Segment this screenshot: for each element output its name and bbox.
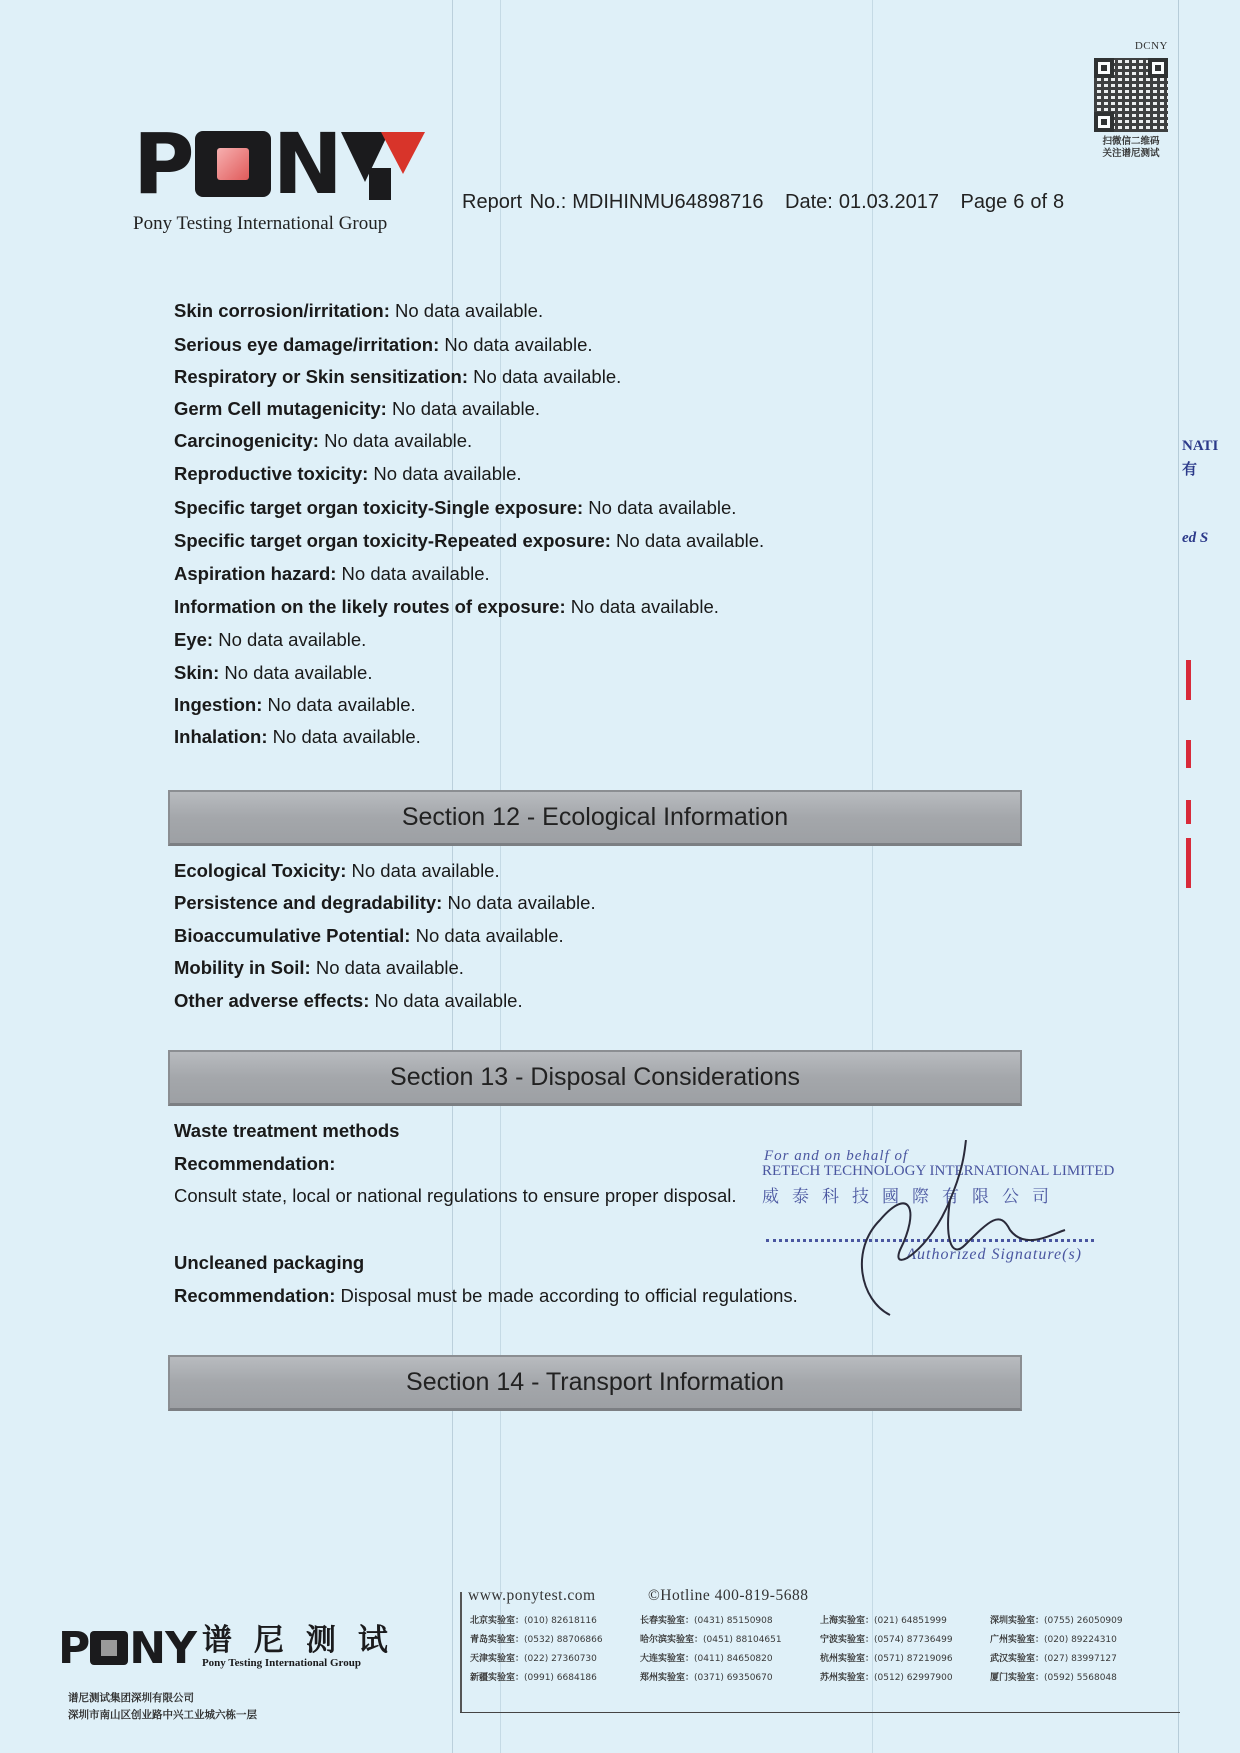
field-carcinogenicity: Carcinogenicity: No data available. xyxy=(174,430,473,451)
footer-brand-cn: 谱尼测试 xyxy=(201,1623,410,1658)
footer-logo-o-mark xyxy=(90,1631,128,1665)
field-respiratory-sensitization: Respiratory or Skin sensitization: No data available. xyxy=(174,366,622,387)
logo-y-mark xyxy=(341,128,421,200)
footer-website-link[interactable]: www.ponytest.com xyxy=(468,1587,596,1604)
edge-bleed-text: ed S xyxy=(1182,530,1209,546)
field-persistence-degradability: Persistence and degradability: No data available. xyxy=(174,892,596,913)
lab-contact: 广州实验室：(020) 89224310 xyxy=(990,1635,1117,1645)
field-germ-cell-mutagenicity: Germ Cell mutagenicity: No data available. xyxy=(174,398,541,419)
section-title: Section 14 - Transport Information xyxy=(406,1368,784,1396)
footer-hotline: ©Hotline 400-819-5688 xyxy=(648,1587,809,1604)
lab-contact: 北京实验室：(010) 82618116 xyxy=(470,1616,597,1626)
edge-red-mark xyxy=(1186,800,1191,824)
field-inhalation: Inhalation: No data available. xyxy=(174,726,421,747)
signature-icon xyxy=(850,1140,1070,1320)
field-eye: Eye: No data available. xyxy=(174,629,367,650)
report-no: Report No.: MDIHINMU64898716 xyxy=(462,191,764,213)
lab-contact: 武汉实验室：(027) 83997127 xyxy=(990,1654,1117,1664)
uncleaned-packaging-heading: Uncleaned packaging xyxy=(174,1252,365,1273)
lab-contact: 哈尔滨实验室：(0451) 88104651 xyxy=(640,1635,782,1645)
edge-red-mark xyxy=(1186,740,1191,768)
lab-contact: 长春实验室：(0431) 85150908 xyxy=(640,1616,773,1626)
field-ecological-toxicity: Ecological Toxicity: No data available. xyxy=(174,860,500,881)
waste-recommendation-label: Recommendation: xyxy=(174,1153,336,1174)
edge-red-mark xyxy=(1186,660,1191,700)
field-other-adverse-effects: Other adverse effects: No data available. xyxy=(174,990,523,1011)
field-skin: Skin: No data available. xyxy=(174,662,373,683)
field-mobility-in-soil: Mobility in Soil: No data available. xyxy=(174,957,464,978)
section-title: Section 12 - Ecological Information xyxy=(401,803,789,831)
section-title: Section 13 - Disposal Considerations xyxy=(390,1063,800,1091)
field-ingestion: Ingestion: No data available. xyxy=(174,694,416,715)
footer-address xyxy=(68,1690,257,1724)
lab-contact: 新疆实验室：(0991) 6684186 xyxy=(470,1673,597,1683)
lab-contact: 天津实验室：(022) 27360730 xyxy=(470,1654,597,1664)
edge-red-mark xyxy=(1186,838,1191,888)
pony-logo-wordmark: P N xyxy=(133,128,421,200)
footer-divider xyxy=(460,1592,462,1712)
qr-caption: 扫微信二维码 关注谱尼测试 xyxy=(1102,136,1160,159)
qr-code-icon xyxy=(1094,58,1168,132)
qr-block xyxy=(1090,40,1172,160)
edge-bleed-text: 有 xyxy=(1182,462,1198,478)
footer-brand-en: Pony Testing International Group xyxy=(201,1657,361,1669)
waste-treatment-heading: Waste treatment methods xyxy=(174,1120,400,1141)
field-skin-corrosion: Skin corrosion/irritation: No data available. xyxy=(174,300,544,321)
stamp-company: RETECH TECHNOLOGY INTERNATIONAL LIMITED xyxy=(762,1163,1115,1179)
field-stot-repeated: Specific target organ toxicity-Repeated exposure: No data available. xyxy=(174,530,765,551)
field-serious-eye-damage: Serious eye damage/irritation: No data available. xyxy=(174,334,593,355)
edge-bleed-text: NATI xyxy=(1182,438,1219,454)
authorized-signature-label: Authorized Signature(s) xyxy=(906,1246,1082,1263)
report-date: Date: 01.03.2017 xyxy=(785,191,939,213)
field-bioaccumulative-potential: Bioaccumulative Potential: No data available. xyxy=(174,925,564,946)
footer-logo xyxy=(58,1623,410,1674)
lab-contact: 大连实验室：(0411) 84650820 xyxy=(640,1654,773,1664)
lab-contact: 深圳实验室：(0755) 26050909 xyxy=(990,1616,1123,1626)
lab-contact: 苏州实验室：(0512) 62997900 xyxy=(820,1673,953,1683)
lab-contact: 青岛实验室：(0532) 88706866 xyxy=(470,1635,603,1645)
lab-contact: 宁波实验室：(0574) 87736499 xyxy=(820,1635,953,1645)
footer-company-cn: 谱尼测试集团深圳有限公司 xyxy=(68,1692,194,1704)
scan-fold-line xyxy=(872,0,873,1753)
logo-o-mark xyxy=(195,131,271,197)
footer-rule xyxy=(460,1712,1180,1713)
lab-contact: 杭州实验室：(0571) 87219096 xyxy=(820,1654,953,1664)
section-12-header xyxy=(168,790,1022,846)
footer-logo-wordmark: P NY xyxy=(58,1623,196,1674)
group-name: Pony Testing International Group xyxy=(133,213,388,234)
footer-address-cn: 深圳市南山区创业路中兴工业城六栋一层 xyxy=(68,1709,257,1721)
section-14-header xyxy=(168,1355,1022,1411)
lab-contact: 厦门实验室：(0592) 5568048 xyxy=(990,1673,1117,1683)
scan-fold-line xyxy=(500,0,501,1753)
lab-contact: 郑州实验室：(0371) 69350670 xyxy=(640,1673,773,1683)
lab-contact: 上海实验室：(021) 64851999 xyxy=(820,1616,947,1626)
field-aspiration-hazard: Aspiration hazard: No data available. xyxy=(174,563,490,584)
report-meta xyxy=(462,191,1078,214)
field-routes-of-exposure: Information on the likely routes of exposure: No data available. xyxy=(174,596,719,617)
stamp-company-cn: 威泰科技國際有限公司 xyxy=(762,1187,1062,1207)
page-indicator: Page 6 of 8 xyxy=(960,191,1065,213)
scan-fold-line xyxy=(1178,0,1179,1753)
packaging-recommendation: Recommendation: Disposal must be made according to official regulations. xyxy=(174,1285,798,1306)
qr-label: DCNY xyxy=(1134,40,1168,52)
stamp-behalf: For and on behalf of xyxy=(764,1148,909,1164)
waste-recommendation-text: Consult state, local or national regulations to ensure proper disposal. xyxy=(174,1185,737,1206)
lab-contacts xyxy=(470,1614,1150,1685)
section-13-header xyxy=(168,1050,1022,1106)
field-stot-single: Specific target organ toxicity-Single exposure: No data available. xyxy=(174,497,737,518)
field-reproductive-toxicity: Reproductive toxicity: No data available. xyxy=(174,463,522,484)
pony-logo xyxy=(133,115,433,213)
